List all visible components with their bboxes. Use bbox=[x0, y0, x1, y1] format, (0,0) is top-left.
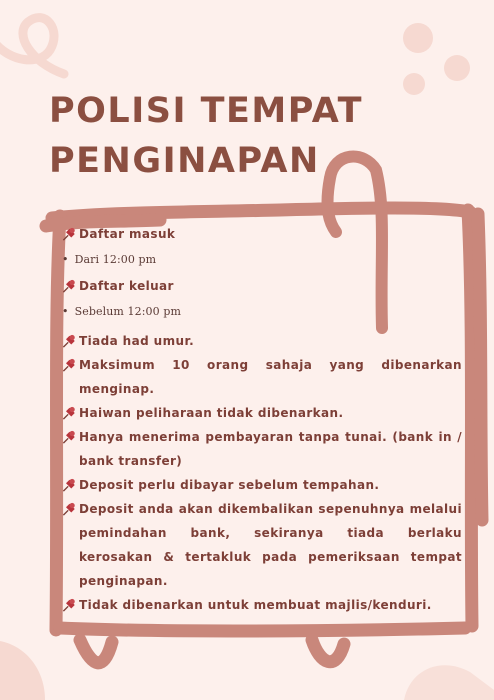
policy-list-container bbox=[62, 222, 462, 617]
policy-item-pets bbox=[62, 401, 462, 425]
policy-text: Maksimum 10 orang sahaja yang dibenarkan menginap. bbox=[79, 358, 462, 396]
dot-decoration bbox=[444, 55, 470, 81]
pushpin-icon bbox=[62, 227, 77, 241]
policy-text: Deposit perlu dibayar sebelum tempahan. bbox=[79, 478, 380, 492]
policy-sub-list bbox=[62, 246, 462, 274]
pushpin-icon bbox=[62, 430, 77, 444]
shape-decoration-bottom-left bbox=[0, 640, 45, 700]
policy-sub-list-wrapper bbox=[62, 246, 462, 274]
policy-text: Tiada had umur. bbox=[79, 334, 195, 348]
pushpin-icon bbox=[62, 334, 77, 348]
title-line-1: POLISI TEMPAT bbox=[49, 91, 363, 131]
policy-item-payment bbox=[62, 425, 462, 473]
policy-list bbox=[62, 222, 462, 617]
pushpin-icon bbox=[62, 358, 77, 372]
policy-text: Tidak dibenarkan untuk membuat majlis/kenduri. bbox=[79, 598, 432, 612]
pushpin-icon bbox=[62, 502, 77, 516]
pushpin-icon bbox=[62, 279, 77, 293]
policy-item-max-guests bbox=[62, 353, 462, 401]
policy-item-deposit-refund bbox=[62, 497, 462, 593]
pushpin-icon bbox=[62, 406, 77, 420]
policy-item-check-out bbox=[62, 274, 462, 298]
policy-item-events bbox=[62, 593, 462, 617]
pushpin-icon bbox=[62, 598, 77, 612]
policy-text: Hanya menerima pembayaran tanpa tunai. (bank in / bank transfer) bbox=[79, 430, 462, 468]
policy-sub-list bbox=[62, 298, 462, 326]
policy-text: Deposit anda akan dikembalikan sepenuhnya melalui pemindahan bank, sekiranya tiada berlaku kerosakan & tertakluk pada pemeriksaan tempat penginapan. bbox=[79, 502, 462, 588]
policy-sub-list-wrapper bbox=[62, 298, 462, 326]
policy-item-check-in bbox=[62, 222, 462, 246]
page-title bbox=[49, 86, 369, 186]
title-line-2: PENGINAPAN bbox=[49, 141, 320, 181]
pushpin-icon bbox=[62, 478, 77, 492]
policy-text: Daftar masuk bbox=[79, 227, 176, 241]
policy-text: Haiwan peliharaan tidak dibenarkan. bbox=[79, 406, 344, 420]
policy-sub-item: • Dari 12:00 pm bbox=[62, 246, 462, 274]
policy-sub-item: • Sebelum 12:00 pm bbox=[62, 298, 462, 326]
policy-item-age bbox=[62, 329, 462, 353]
squiggle-decoration-top-left bbox=[0, 18, 64, 74]
dot-decoration bbox=[403, 73, 425, 95]
shape-decoration-bottom-right bbox=[404, 665, 494, 700]
policy-text: Daftar keluar bbox=[79, 279, 174, 293]
dot-decoration bbox=[403, 23, 433, 53]
policy-item-deposit-before bbox=[62, 473, 462, 497]
